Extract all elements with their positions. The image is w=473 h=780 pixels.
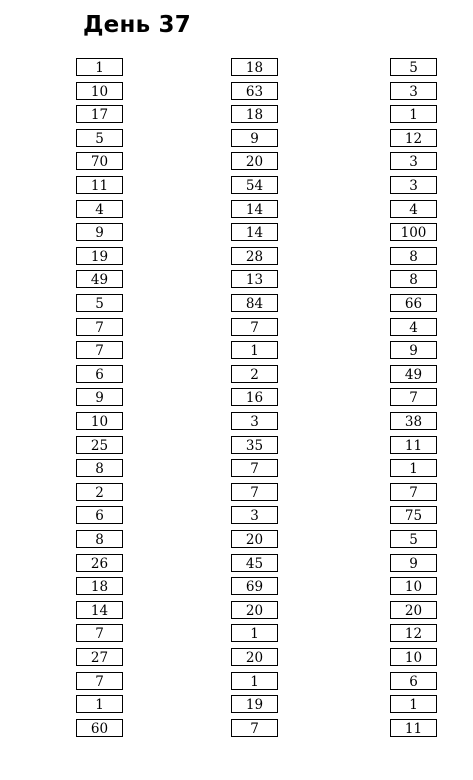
answer-box[interactable]: 5 [390,58,437,76]
answer-box[interactable]: 2 [231,365,278,383]
answer-box[interactable]: 66 [390,294,437,312]
answer-box[interactable]: 17 [76,105,123,123]
answer-box[interactable]: 11 [390,436,437,454]
answer-box[interactable]: 9 [390,341,437,359]
answer-box[interactable]: 3 [231,412,278,430]
answer-box[interactable]: 20 [390,601,437,619]
answer-box[interactable]: 1 [231,341,278,359]
answer-box[interactable]: 7 [231,483,278,501]
answer-box[interactable]: 1 [76,695,123,713]
answer-box[interactable]: 10 [390,648,437,666]
answer-box[interactable]: 1 [76,58,123,76]
answer-box[interactable]: 20 [231,152,278,170]
answer-box[interactable]: 1 [231,624,278,642]
answer-box[interactable]: 13 [231,270,278,288]
answer-box[interactable]: 19 [231,695,278,713]
answer-box[interactable]: 20 [231,601,278,619]
answer-box[interactable]: 38 [390,412,437,430]
answer-box[interactable]: 5 [390,530,437,548]
answer-box[interactable]: 7 [76,672,123,690]
answer-box[interactable]: 60 [76,719,123,737]
answer-box[interactable]: 7 [76,624,123,642]
answer-box[interactable]: 16 [231,388,278,406]
answer-box[interactable]: 63 [231,82,278,100]
answer-box[interactable]: 3 [390,176,437,194]
answer-box[interactable]: 84 [231,294,278,312]
page-title: День 37 [83,12,191,38]
answer-box[interactable]: 14 [76,601,123,619]
answer-box[interactable]: 8 [390,270,437,288]
answer-box[interactable]: 7 [231,719,278,737]
answer-box[interactable]: 9 [76,388,123,406]
answer-box[interactable]: 12 [390,624,437,642]
answer-box[interactable]: 4 [390,318,437,336]
answer-box[interactable]: 3 [231,506,278,524]
answer-box[interactable]: 4 [390,200,437,218]
answer-box[interactable]: 10 [76,82,123,100]
answer-box[interactable]: 6 [76,506,123,524]
answer-box[interactable]: 20 [231,530,278,548]
answer-box[interactable]: 1 [390,695,437,713]
answer-box[interactable]: 11 [76,176,123,194]
answer-box[interactable]: 14 [231,223,278,241]
answer-box[interactable]: 20 [231,648,278,666]
answer-box[interactable]: 35 [231,436,278,454]
answer-box[interactable]: 8 [76,459,123,477]
answer-box[interactable]: 11 [390,719,437,737]
answer-box[interactable]: 25 [76,436,123,454]
answer-box[interactable]: 69 [231,577,278,595]
answer-box[interactable]: 7 [390,483,437,501]
answer-box[interactable]: 4 [76,200,123,218]
answer-box[interactable]: 6 [390,672,437,690]
answer-box[interactable]: 9 [390,554,437,572]
answer-box[interactable]: 49 [76,270,123,288]
answer-box[interactable]: 1 [390,459,437,477]
answer-box[interactable]: 3 [390,152,437,170]
answer-box[interactable]: 3 [390,82,437,100]
answer-box[interactable]: 27 [76,648,123,666]
answer-box[interactable]: 18 [231,105,278,123]
answer-box[interactable]: 9 [76,223,123,241]
answer-box[interactable]: 5 [76,129,123,147]
answer-box[interactable]: 1 [231,672,278,690]
answer-box[interactable]: 9 [231,129,278,147]
answer-box[interactable]: 8 [390,247,437,265]
answer-box[interactable]: 14 [231,200,278,218]
answer-box[interactable]: 6 [76,365,123,383]
answer-box[interactable]: 18 [231,58,278,76]
answer-box[interactable]: 2 [76,483,123,501]
answer-box[interactable]: 19 [76,247,123,265]
answer-box[interactable]: 26 [76,554,123,572]
answer-box[interactable]: 7 [390,388,437,406]
answer-box[interactable]: 10 [390,577,437,595]
answer-box[interactable]: 12 [390,129,437,147]
answer-box[interactable]: 54 [231,176,278,194]
answer-box[interactable]: 1 [390,105,437,123]
answer-box[interactable]: 8 [76,530,123,548]
answer-box[interactable]: 18 [76,577,123,595]
answer-box[interactable]: 10 [76,412,123,430]
answer-box[interactable]: 7 [76,318,123,336]
answer-box[interactable]: 75 [390,506,437,524]
answer-box[interactable]: 5 [76,294,123,312]
answer-box[interactable]: 70 [76,152,123,170]
answer-box[interactable]: 28 [231,247,278,265]
answer-box[interactable]: 45 [231,554,278,572]
answer-box[interactable]: 7 [76,341,123,359]
answer-box[interactable]: 49 [390,365,437,383]
answer-box[interactable]: 7 [231,318,278,336]
answer-box[interactable]: 100 [390,223,437,241]
answer-box[interactable]: 7 [231,459,278,477]
